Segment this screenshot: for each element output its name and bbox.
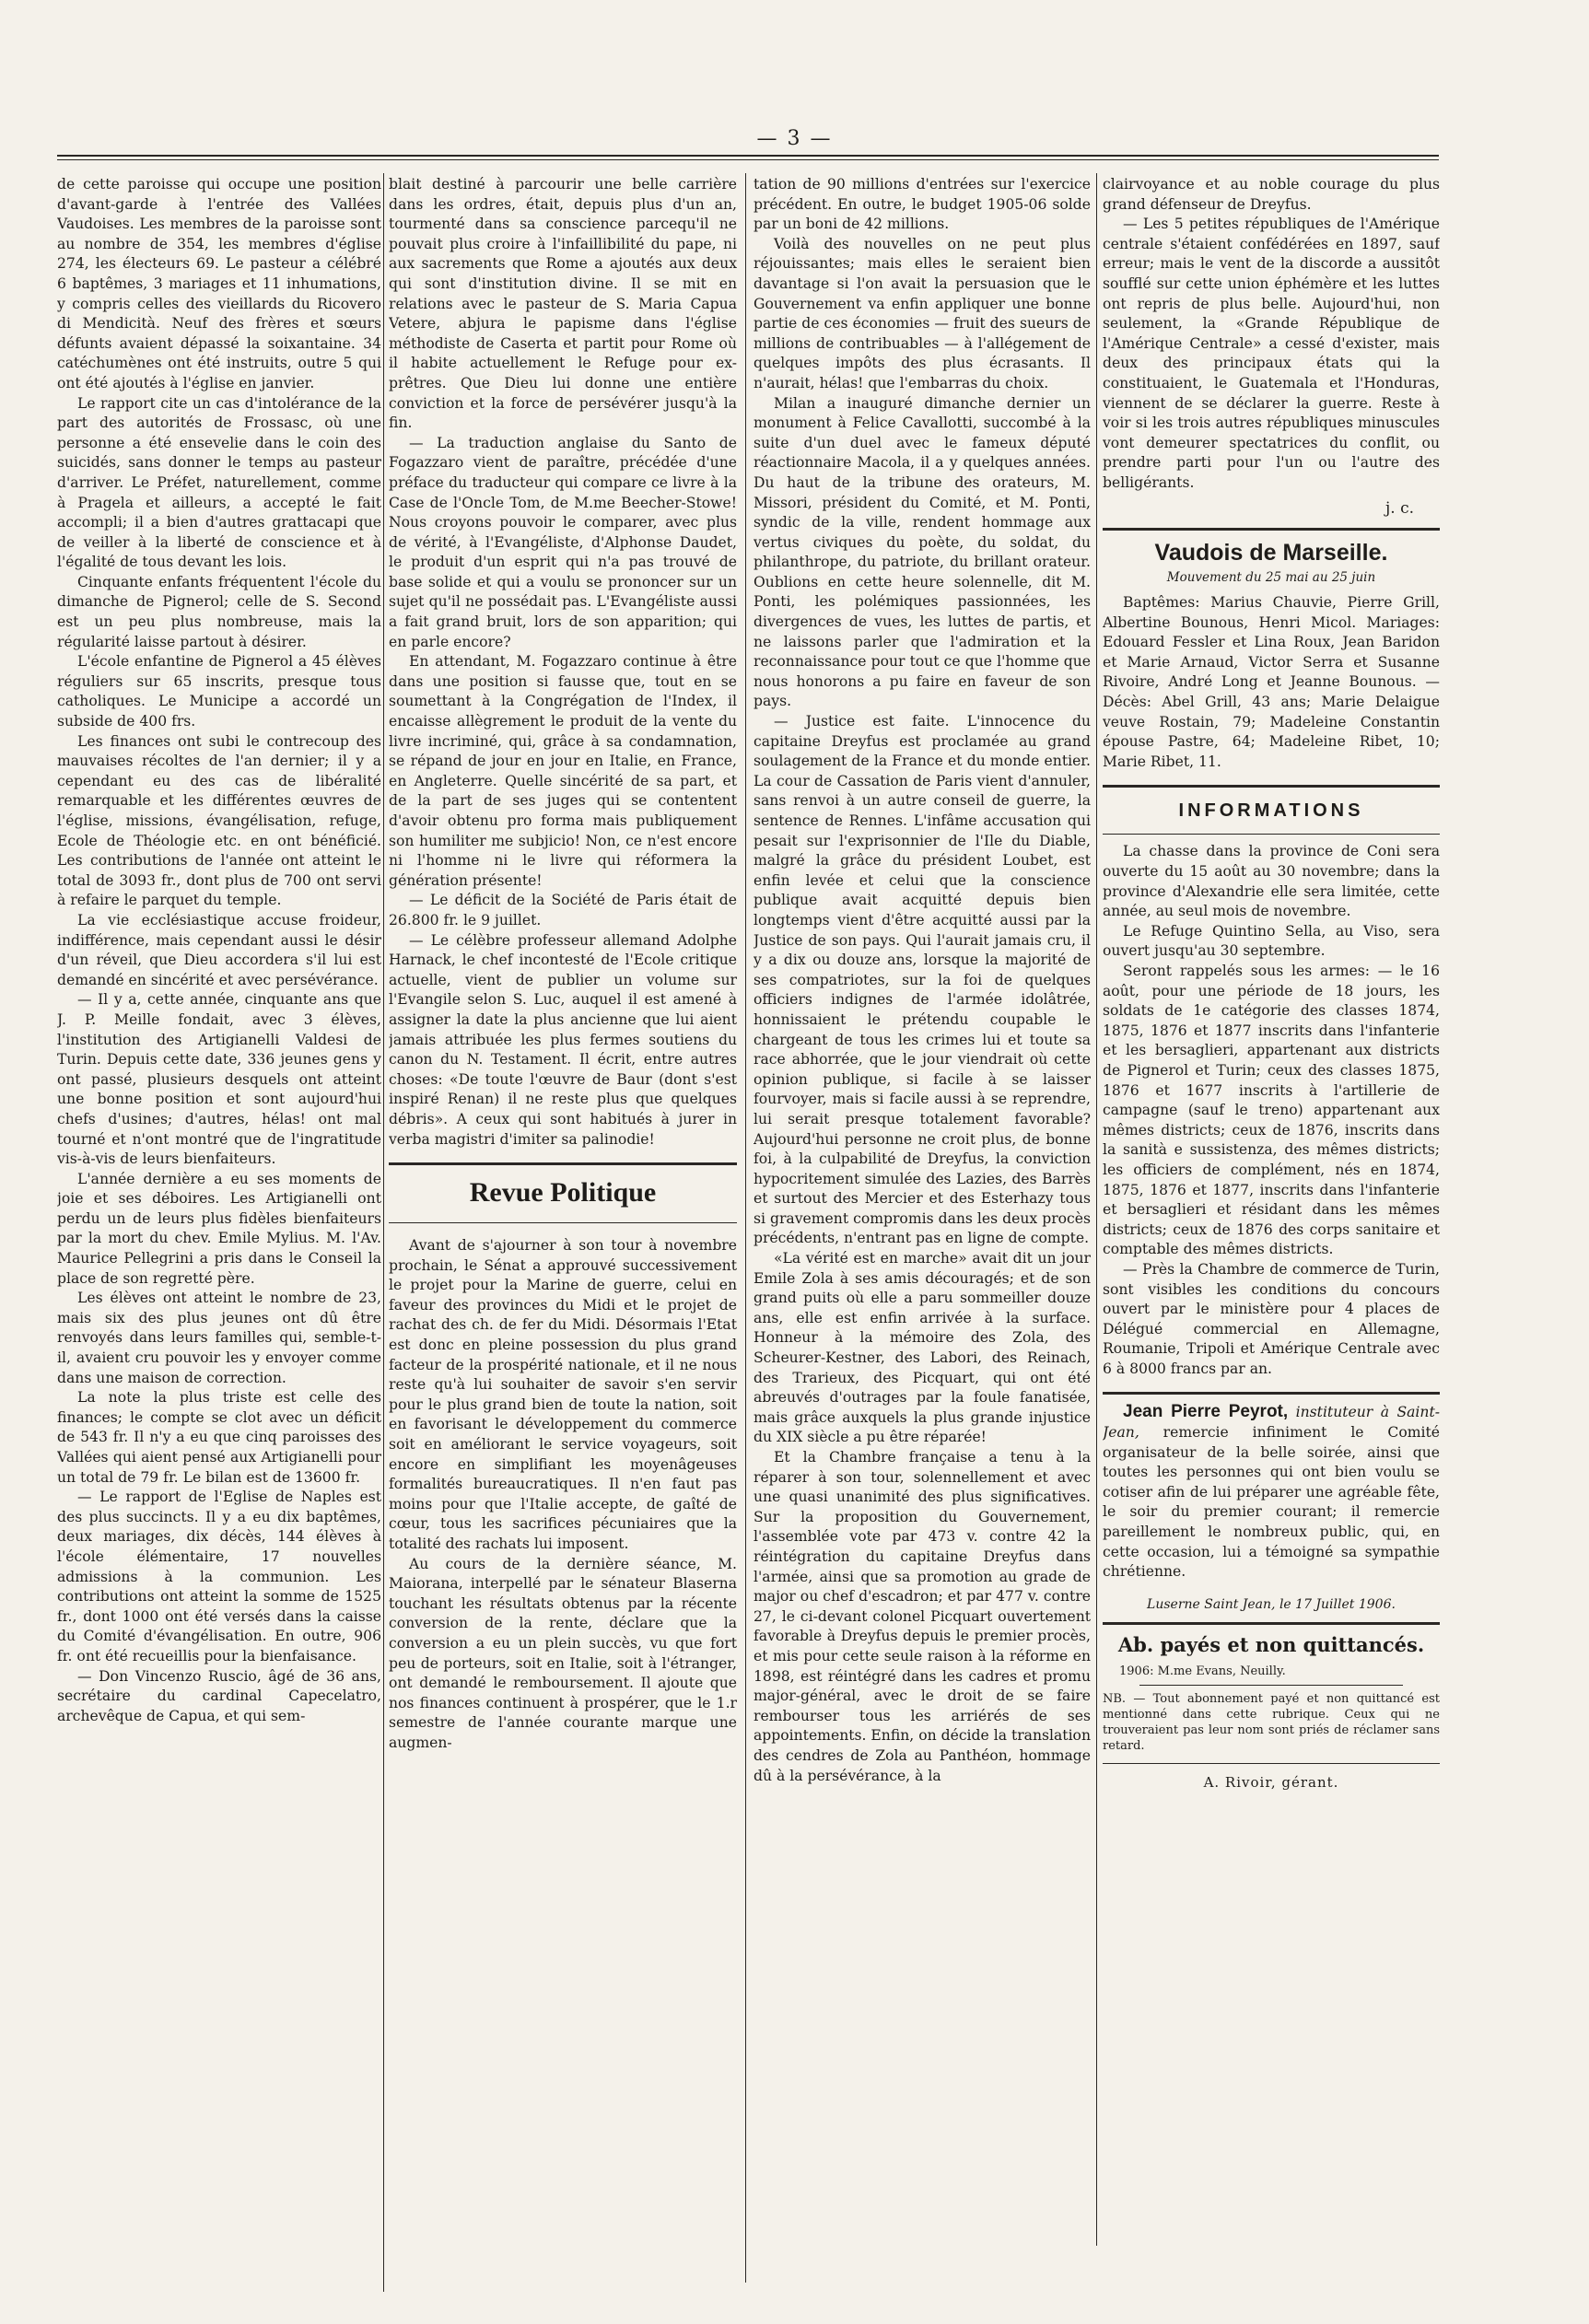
section-rule	[1103, 1622, 1440, 1625]
signature: j. c.	[1385, 498, 1414, 518]
paragraph: Au cours de la dernière séance, M. Maiorana, interpellé par le sénateur Blaserna touchant les résultats obtenus par la récente conversion de la rente, déclare que la conversion a eu un plein succès, vu que fort peu de porteurs, soit en Italie, soit à l'étranger, ont demandé le remboursement. Il ajoute que nos finances continuent à prospérer, que le 1.r semestre de l'année courante marque une augmen-	[389, 1555, 737, 1751]
section-rule	[1103, 785, 1440, 788]
paragraph: blait destiné à parcourir une belle carrière dans les ordres, était, depuis plus d'un an, tourmenté dans sa conscience parcequ'il ne pouvait plus croire à l'infaillibilité du pape, ni aux sacrements que Rome a ajoutés aux deux qui sont d'institution divine. Il se mit en relations avec le pasteur de S. Maria Capua Vetere, abjura le papisme dans l'église méthodiste de Caserta et partit pour Rome où il habite actuellement le Refuge pour ex-prêtres. Que Dieu lui donne une entière conviction et la force de persévérer jusqu'à la fin.	[389, 176, 737, 432]
abonnes-nb: NB. — Tout abonnement payé et non quittancé est mentionné dans cette rubrique. Ceux qui ne trouveraient pas leur nom sont priés de réclamer sans retard.	[1103, 1692, 1440, 1754]
page-number: — 3 —	[756, 127, 833, 150]
paragraph: Les finances ont subi le contrecoup des mauvaises récoltes de l'an dernier; il y a cependant eu des cas de libéralité remarquable et les différentes œuvres de l'église, missions, évangélisation, refuge, Ecole de Théologie etc. en ont bénéficié. Les contributions de l'année ont atteint le total de 3093 fr., dont plus de 700 ont servi à refaire le parquet du temple.	[57, 732, 381, 909]
paragraph: L'école enfantine de Pignerol a 45 élèves réguliers sur 65 inscrits, presque tous catholiques. Le Municipe a accordé un subside de 400 frs.	[57, 653, 381, 730]
section-rule	[389, 1162, 737, 1165]
header-rule	[57, 155, 1439, 157]
paragraph: — Le célèbre professeur allemand Adolphe Harnack, le chef incontesté de l'Ecole critique actuelle, vient de publier un volume sur l'Evangile selon S. Luc, auquel il est amené à assigner la date la plus ancienne que lui aient jamais attribuée les plus fermes soutiens du canon du N. Testament. Il écrit, entre autres choses: «De toute l'œuvre de Baur (dont s'est inspiré Renan) il ne reste plus que quelques débris». A ceux qui sont habitués à jurer in verba magistri d'imiter sa palinodie!	[389, 931, 737, 1148]
paragraph: Seront rappelés sous les armes: — le 16 août, pour une période de 18 jours, les soldats de 1e catégorie des classes 1874, 1875, 1876 et 1877 inscrits dans l'infanterie et les bersaglieri, appartenant aux districts de Pignerol et Turin; ceux des classes 1875, 1876 et 1677 inscrits à l'artillerie de campagne (sauf le treno) appartenant aux mêmes districts; ceux de 1876, inscrits dans la sanità e sussistenza, des mêmes districts; les officiers de complément, nés en 1874, 1875, 1876 et 1877, inscrits dans l'infanterie et bersaglieri et résidant dans les mêmes districts; ceux de 1876 des corps sanitaire et comptable des mêmes districts.	[1103, 963, 1440, 1258]
paragraph: Et la Chambre française a tenu à la réparer à son tour, solennellement et avec une quasi unanimité des plus significatives. Sur la proposition du Gouvernement, l'assemblée vote par 473 v. contre 42 la réintégration du capitaine Dreyfus dans l'armée, ainsi que sa promotion au grade de major ou chef d'escadron; et par 477 v. contre 27, le ci-devant colonel Picquart ouvertement favorable à Dreyfus depuis le premier procès, et mis pour cette seule raison à la réforme en 1898, est réintégré dans les cadres et promu major-général, avec le droit de se faire rembourser tous les arriérés de ses appointements. Enfin, on décide la translation des cendres de Zola au Panthéon, hommage dû à la persévérance, à la	[754, 1449, 1091, 1784]
column-divider	[383, 173, 384, 2292]
paragraph: Le Refuge Quintino Sella, au Viso, sera ouvert jusqu'au 30 septembre.	[1103, 922, 1440, 960]
section-rule	[389, 1222, 737, 1223]
paragraph: La vie ecclésiastique accuse froideur, indifférence, mais cependant aussi le désir d'un réveil, que Dieu accordera s'il lui est demandé en sincérité et avec persévérance.	[57, 911, 381, 988]
paragraph: — La traduction anglaise du Santo de Fogazzaro vient de paraître, précédée d'une préface du traducteur qui compare ce livre à la Case de l'Oncle Tom, de M.me Beecher-Stowe! Nous croyons pouvoir le comparer, avec plus de vérité, à l'Evangéliste, d'Alphonse Daudet, le produit d'un esprit qui n'a pas trouvé de base solide et qui a voulu se prononcer sur un sujet qu'il ne possédait pas. L'Evangéliste aussi a fait grand bruit, lors de son apparition; qui en parle encore?	[389, 434, 737, 650]
informations-title: INFORMATIONS	[1178, 800, 1364, 822]
paragraph: Avant de s'ajourner à son tour à novembre prochain, le Sénat a approuvé successivement le projet pour la Marine de guerre, celui en faveur des provinces du Midi et le projet de rachat des ch. de fer du Midi. Désormais l'Etat est donc en pleine possession du plus grand facteur de la prospérité nationale, et il ne nous reste qu'à lui souhaiter de savoir s'en servir pour le plus grand bien de toute la nation, soit en favorisant le développement du commerce soit en améliorant le service voyageurs, soit encore en simplifiant les moyenâgeuses formalités bureaucratiques. Il n'en faut pas moins pour que l'Italie accepte, de gaîté de cœur, tous les sacrifices pécuniaires que la totalité des rachats lui imposent.	[389, 1237, 737, 1552]
revue-politique-title: Revue Politique	[469, 1177, 657, 1209]
section-rule	[1139, 1685, 1403, 1686]
paragraph: — Justice est faite. L'innocence du capitaine Dreyfus est proclamée au grand soulagement de la France et du monde entier. La cour de Cassation de Paris vient d'annuler, sans renvoi à un autre conseil de guerre, la sentence de Rennes. L'infâme accusation qui pesait sur l'exprisonnier de l'Ile du Diable, malgré la grâce du président Loubet, est enfin levée et celui que la conscience publique avait acquitté depuis bien longtemps vient d'être acquitté aussi par la Justice de son pays. Qui l'aurait jamais cru, il y a dix ou douze ans, lorsque la majorité de ses compatriotes, sur la foi de quelques officiers indignes de l'armée idolâtrée, honnissaient le prétendu coupable le chargeant de tous les crimes lui et toute sa race abhorrée, que le jour viendrait où cette opinion publique, si facile à se laisser fourvoyer, mais si facile aussi à se reprendre, lui serait presque totalement favorable? Aujourd'hui personne ne croit plus, de bonne foi, à la culpabilité de Dreyfus, la conviction hypocritement simulée des Lazies, des Barrès et surtout des Mercier et des Esterhazy tous si gravement compromis dans les deux procès précédents, n'entrant pas en ligne de compte.	[754, 713, 1091, 1247]
column-3	[754, 175, 1091, 2312]
section-rule	[1103, 834, 1440, 835]
peyrot-notice	[1103, 1402, 1440, 1582]
paragraph: L'année dernière a eu ses moments de joie et ses déboires. Les Artigianelli ont perdu un de leurs plus fidèles bienfaiteurs par la mort du chev. Emile Mylius. M. l'Av. Maurice Pellegrini a pris dans le Conseil la place de son regretté père.	[57, 1170, 381, 1287]
peyrot-name: Jean Pierre Peyrot,	[1123, 1402, 1289, 1422]
paragraph: — Les 5 petites républiques de l'Amérique centrale s'étaient confédérées en 1897, sauf erreur; mais le vent de la discorde a aussitôt soufflé sur cette union éphémère et les luttes ont repris de plus belle. Aujourd'hui, non seulement, la «Grande République de l'Amérique Centrale» a cessé d'exister, mais deux des principaux états qui la constituaient, le Guatemala et l'Honduras, viennent de se déclarer la guerre. Reste à voir si les trois autres républiques minuscules vont demeurer spectatrices du conflit, ou prendre parti pour l'un ou l'autre des belligérants.	[1103, 216, 1440, 491]
column-4	[1103, 175, 1440, 2312]
paragraph: — Don Vincenzo Ruscio, âgé de 36 ans, secrétaire du cardinal Capecelatro, archevêque de Capua, et qui sem-	[57, 1667, 381, 1724]
column-divider	[745, 173, 746, 2283]
abonnes-title: Ab. payés et non quittancés.	[1117, 1633, 1425, 1657]
vaudois-subtitle: Mouvement du 25 mai au 25 juin	[1166, 570, 1376, 586]
peyrot-role: instituteur à Saint-Jean,	[1103, 1404, 1440, 1442]
paragraph: Milan a inauguré dimanche dernier un monument à Felice Cavallotti, succombé à la suite d'un duel avec le fameux député réactionnaire Macola, il a y quelques années. Du haut de la tribune des orateurs, M. Missori, président du Comité, et M. Ponti, syndic de la ville, rendent hommage aux vertus civiques du poète, du soldat, du philanthrope, du patriote, du brillant orateur. Oublions en cette heure solennelle, dit M. Ponti, les polémiques passionnées, les divergences de vues, les luttes de partis, et ne laissons parler que l'admiration et la reconnaissance pour tout ce que l'homme que nous honorons a pu faire en faveur de son pays.	[754, 394, 1091, 710]
paragraph: Baptêmes: Marius Chauvie, Pierre Grill, Albertine Bounous, Henri Micol. Mariages: Edouard Fessler et Lina Roux, Jean Baridon et Marie Arnaud, Victor Serra et Susanne Rivoire, André Long et Jeanne Bounous. — Décès: Abel Grill, 43 ans; Marie Delaigue veuve Rostain, 79; Madeleine Constantin épouse Pastre, 64; Madeleine Ribet, 10; Marie Ribet, 11.	[1103, 594, 1440, 770]
paragraph: Le rapport cite un cas d'intolérance de la part des autorités de Frossasc, où une personne a été ensevelie dans le coin des suicidés, sans donner le temps au pasteur d'arriver. Le Préfet, naturellement, comme à Pragela et ailleurs, a accepté le fait accompli; il a bien d'autres grattacapi que de veiller à la liberté de conscience et à l'égalité de tous devant les lois.	[57, 394, 381, 571]
paragraph: — Le rapport de l'Eglise de Naples est des plus succincts. Il y a eu dix baptêmes, deux mariages, dix décès, 144 élèves à l'école élémentaire, 17 nouvelles admissions à la communion. Les contributions ont atteint la somme de 1525 fr., dont 1000 ont été versés dans la caisse du Comité d'évangélisation. En outre, 906 fr. ont été recueillis pour la bienfaisance.	[57, 1489, 381, 1664]
paragraph: de cette paroisse qui occupe une position d'avant-garde à l'entrée des Vallées Vaudoises. Les membres de la paroisse sont au nombre de 354, les membres d'église 274, les électeurs 69. Le pasteur a célébré 6 baptêmes, 3 mariages et 11 inhumations, y compris celles des vieillards du Ricovero di Mendicità. Neuf des frères et sœurs défunts avaient dépassé la soixantaine. 34 catéchumènes ont été instruits, outre 5 qui ont été ajoutés à l'église en janvier.	[57, 176, 381, 391]
paragraph: clairvoyance et au noble courage du plus grand défenseur de Dreyfus.	[1103, 176, 1440, 213]
header-rule-thin	[57, 159, 1439, 160]
peyrot-text: remercie infiniment le Comité organisateur de la belle soirée, ainsi que toutes les personnes qui ont bien voulu se cotiser afin de lui préparer une agréable fête, le soir du premier courant; il remercie pareillement le nombreux public, qui, en cette occasion, lui a témoigné sa sympathie chrétienne.	[1103, 1424, 1440, 1581]
paragraph: Voilà des nouvelles on ne peut plus réjouissantes; mais elles le seraient bien davantage si l'on avait la persuasion que le Gouvernement va enfin appliquer une bonne partie de ces économies — fruit des sueurs de millions de contribuables — à l'allégement de quelques impôts des plus écrasants. Il n'aurait, hélas! que l'embarras du choix.	[754, 235, 1091, 391]
column-divider	[1096, 173, 1097, 2246]
column-2	[389, 175, 737, 2312]
paragraph: tation de 90 millions d'entrées sur l'exercice précédent. En outre, le budget 1905-06 solde par un boni de 42 millions.	[754, 176, 1091, 233]
paragraph: Les élèves ont atteint le nombre de 23, mais six des plus jeunes ont dû être renvoyés dans leurs familles qui, semble-t-il, avaient cru pouvoir les y envoyer comme dans une maison de correction.	[57, 1290, 381, 1386]
paragraph: — Près la Chambre de commerce de Turin, sont visibles les conditions du concours ouvert par le ministère pour 4 places de Délégué commercial en Allemagne, Roumanie, Tripoli et Amérique Centrale avec 6 à 8000 francs par an.	[1103, 1260, 1440, 1377]
paragraph: En attendant, M. Fogazzaro continue à être dans une position si fausse que, tout en se soumettant à la Congrégation de l'Index, il encaisse allègrement le produit de la vente du livre incriminé, qui, grâce à sa condamnation, se répand de jour en jour en Italie, en France, en Angleterre. Quelle sincérité de sa part, et de la part de ses juges qui se contentent d'avoir obtenu pro forma mais publiquement son humiliter me subjicio! Non, ce n'est encore ni l'homme ni le livre qui réformera la génération présente!	[389, 653, 737, 889]
gerant-signature: A. Rivoir, gérant.	[1203, 1774, 1339, 1792]
paragraph: Cinquante enfants fréquentent l'école du dimanche de Pignerol; celle de S. Second est un peu plus nombreuse, mais la régularité laisse partout à désirer.	[57, 573, 381, 650]
paragraph: La note la plus triste est celle des finances; le compte se clot avec un déficit de 543 fr. Il n'y a eu que cinq paroisses des Vallées qui aient pensé aux Artigianelli pour un total de 79 fr. Le bilan est de 13600 fr.	[57, 1389, 381, 1486]
column-1	[57, 175, 381, 2312]
section-rule	[1103, 528, 1440, 531]
paragraph: La chasse dans la province de Coni sera ouverte du 15 août au 30 novembre; dans la province d'Alexandrie elle sera limitée, cette année, au seul mois de novembre.	[1103, 843, 1440, 920]
paragraph: — Il y a, cette année, cinquante ans que J. P. Meille fondait, avec 3 élèves, l'institution des Artigianelli Valdesi de Turin. Depuis cette date, 336 jeunes gens y ont passé, plusieurs desquels ont atteint une bonne position et sont aujourd'hui chefs d'usines; d'autres, hélas! ont mal tourné et n'ont montré que de l'ingratitude vis-à-vis de leurs bienfaiteurs.	[57, 991, 381, 1168]
section-rule	[1103, 1392, 1440, 1395]
abonnes-line: 1906: M.me Evans, Neuilly.	[1119, 1664, 1286, 1679]
vaudois-title: Vaudois de Marseille.	[1154, 540, 1388, 566]
section-rule	[1103, 1763, 1440, 1764]
paragraph: — Le déficit de la Société de Paris était de 26.800 fr. le 9 juillet.	[389, 892, 737, 928]
paragraph: «La vérité est en marche» avait dit un jour Emile Zola à ses amis découragés; et de son grand puits où elle a paru sommeiller douze ans, elle est enfin arrivée à la surface. Honneur à la mémoire des Zola, des Scheurer-Kestner, des Labori, des Reinach, des Trarieux, des Picquart, qui ont été abreuvés d'outrages par la foule fanatisée, mais grâce auxquels la plus grande injustice du XIX siècle a pu être réparée!	[754, 1250, 1091, 1446]
peyrot-date: Luserne Saint Jean, le 17 Juillet 1906.	[1147, 1596, 1396, 1612]
